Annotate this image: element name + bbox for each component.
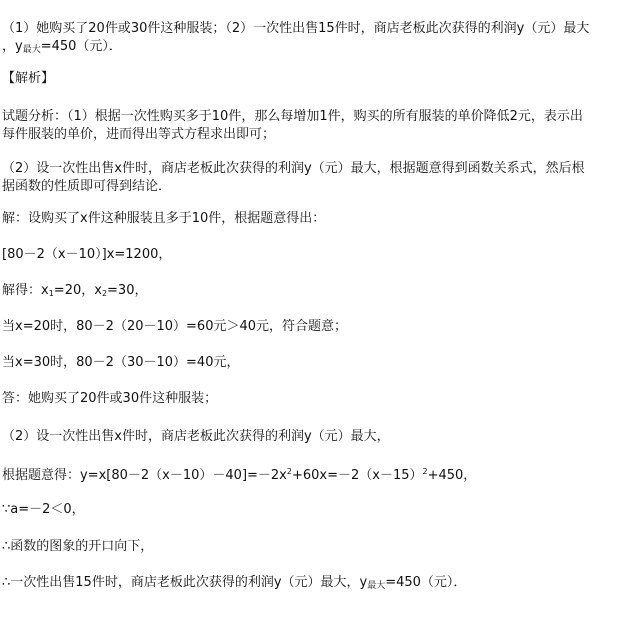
solution-text: 解得：x <box>2 283 49 298</box>
superscript: 2 <box>286 467 292 476</box>
solution-line-4 <box>2 318 347 336</box>
solution-line-3 <box>2 282 147 303</box>
solution-text: 当x=20时，80－2（20－10）=60元＞40元，符合题意； <box>2 319 348 334</box>
solution-line-7 <box>2 428 390 446</box>
solution-text: +60x=－2（x－15） <box>291 468 423 483</box>
section-heading-text: 【解析】 <box>2 71 55 86</box>
analysis-p2-line2 <box>2 178 171 196</box>
analysis-p2-line1 <box>2 160 585 178</box>
section-heading <box>2 70 54 88</box>
subscript: 2 <box>101 289 108 298</box>
solution-line-5 <box>2 354 239 372</box>
analysis-text: 每件服装的单价，进而得出等式方程求出即可； <box>2 127 276 142</box>
solution-text: 当x=30时，80－2（30－10）=40元， <box>2 355 240 370</box>
solution-text: +450， <box>427 468 477 483</box>
answer-subscript-max: 最大 <box>22 45 41 55</box>
analysis-p1-line2 <box>2 126 275 144</box>
solution-text: 解：设购买了x件这种服装且多于10件，根据题意得出： <box>2 211 326 226</box>
answer-line-2 <box>2 38 122 59</box>
solution-line-1 <box>2 210 325 228</box>
solution-line-6 <box>2 390 217 408</box>
solution-line-11 <box>2 574 466 595</box>
subscript-max: 最大 <box>367 581 386 591</box>
solution-text: 根据题意得：y=x[80－2（x－10）－40]=－2x <box>2 468 287 483</box>
solution-text: =30， <box>107 283 148 298</box>
solution-text: （2）设一次性出售x件时，商店老板此次获得的利润y（元）最大， <box>2 429 390 444</box>
answer-text-1: （1）她购买了20件或30件这种服装；（2）一次性出售15件时，商店老板此次获得的利润y（元）最大 <box>2 21 590 36</box>
solution-line-2 <box>2 246 171 264</box>
analysis-text: 据函数的性质即可得到结论． <box>2 179 172 194</box>
solution-line-10 <box>2 538 153 556</box>
solution-line-8 <box>2 463 476 485</box>
solution-text: ∵a=－2＜0， <box>2 502 85 517</box>
subscript: 1 <box>48 289 54 298</box>
analysis-text: 试题分析：（1）根据一次性购买多于10件，那么每增加1件，购买的所有服装的单价降低2元，表示出 <box>2 109 583 124</box>
solution-line-9 <box>2 501 85 519</box>
solution-text: =450（元）． <box>385 575 467 590</box>
analysis-p1-line1 <box>2 108 583 126</box>
answer-line-1 <box>2 20 589 38</box>
superscript: 2 <box>422 467 428 476</box>
solution-text: 答：她购买了20件或30件这种服装； <box>2 391 218 406</box>
solution-text: =20，x <box>53 283 102 298</box>
analysis-text: （2）设一次性出售x件时，商店老板此次获得的利润y（元）最大，根据题意得到函数关系式，然后根 <box>2 161 585 176</box>
solution-text: ∴一次性出售15件时，商店老板此次获得的利润y（元）最大，y <box>2 575 368 590</box>
answer-text-2-suffix: =450（元）． <box>40 39 122 54</box>
answer-text-2-prefix: ，y <box>2 39 23 54</box>
solution-text: ∴函数的图象的开口向下， <box>2 539 154 554</box>
solution-text: [80－2（x－10）]x=1200， <box>2 247 172 262</box>
